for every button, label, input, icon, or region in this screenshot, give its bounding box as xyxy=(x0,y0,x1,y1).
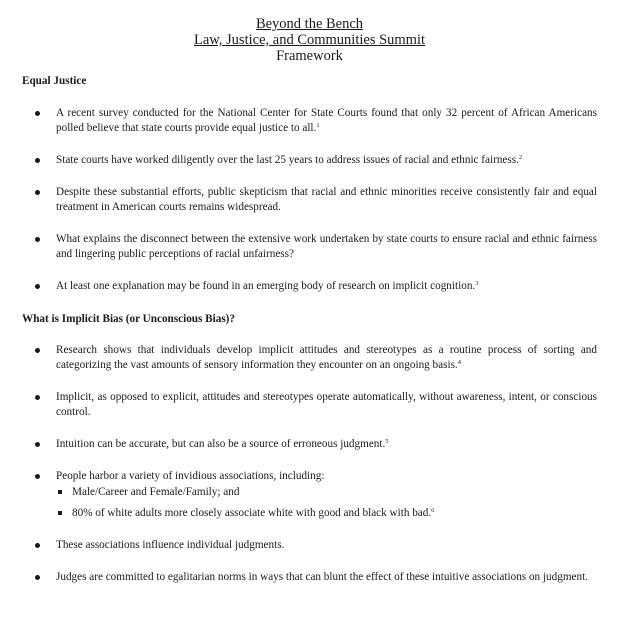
footnote-ref: 3 xyxy=(475,280,479,287)
header-subtitle: Law, Justice, and Communities Summit xyxy=(193,32,426,48)
bullet-icon xyxy=(35,395,40,400)
sublist-item: 80% of white adults more closely associate white with good and black with bad.$^6$ xyxy=(56,506,597,521)
bullet-icon xyxy=(35,442,40,447)
list-item: State courts have worked diligently over the last 25 years to address issues of racial and ethnic fairness.$^2$ xyxy=(22,153,597,168)
implicit-bias-list xyxy=(22,343,597,585)
list-item: Intuition can be accurate, but can also be a source of erroneous judgment.$^5$ xyxy=(22,437,597,452)
sublist-item: Male/Career and Female/Family; and xyxy=(56,485,597,500)
list-item: What explains the disconnect between the extensive work undertaken by state courts to ensure racial and ethnic fairness and lingering public perceptions of racial unfairness? xyxy=(22,232,597,262)
bullet-icon xyxy=(35,348,40,353)
bullet-icon xyxy=(35,474,40,479)
header-title: Beyond the Bench xyxy=(255,16,364,32)
association-sublist xyxy=(56,485,597,521)
list-item: These associations influence individual judgments. xyxy=(22,538,597,553)
list-item: A recent survey conducted for the National Center for State Courts found that only 32 percent of African Americans polled believe that state courts provide equal justice to all.$^1$ xyxy=(22,106,597,136)
bullet-icon xyxy=(35,111,40,116)
equal-justice-list xyxy=(22,106,597,294)
square-bullet-icon xyxy=(58,511,62,515)
header-framework: Framework xyxy=(276,48,343,64)
bullet-icon xyxy=(35,575,40,580)
list-item: Implicit, as opposed to explicit, attitudes and stereotypes operate automatically, without awareness, intent, or conscious control. xyxy=(22,390,597,420)
bullet-icon xyxy=(35,190,40,195)
bullet-icon xyxy=(35,543,40,548)
list-item: People harbor a variety of invidious associations, including: Male/Career and Female/Family; and 80% of white adults more closely associate white with good and black with bad.$^6$ xyxy=(22,469,597,521)
bullet-icon xyxy=(35,284,40,289)
footnote-ref: 4 xyxy=(457,359,461,366)
square-bullet-icon xyxy=(58,490,62,494)
section-heading-equal-justice: Equal Justice xyxy=(22,75,87,87)
footnote-ref: 1 xyxy=(316,122,320,129)
list-item: Judges are committed to egalitarian norms in ways that can blunt the effect of these intuitive associations on judgment. xyxy=(22,570,597,585)
section-heading-implicit-bias: What is Implicit Bias (or Unconscious Bias)? xyxy=(22,313,235,325)
list-item: Research shows that individuals develop implicit attitudes and stereotypes as a routine process of sorting and categorizing the vast amounts of sensory information they encounter on an ongoing basis.$^4$ xyxy=(22,343,597,373)
document-header xyxy=(22,16,597,64)
bullet-icon xyxy=(35,237,40,242)
list-item: At least one explanation may be found in an emerging body of research on implicit cognition.$^3$ xyxy=(22,279,597,294)
bullet-icon xyxy=(35,158,40,163)
footnote-ref: 6 xyxy=(431,507,435,514)
list-item: Despite these substantial efforts, public skepticism that racial and ethnic minorities receive consistently fair and equal treatment in American courts remains widespread. xyxy=(22,185,597,215)
footnote-ref: 5 xyxy=(385,438,389,445)
footnote-ref: 2 xyxy=(518,154,523,161)
